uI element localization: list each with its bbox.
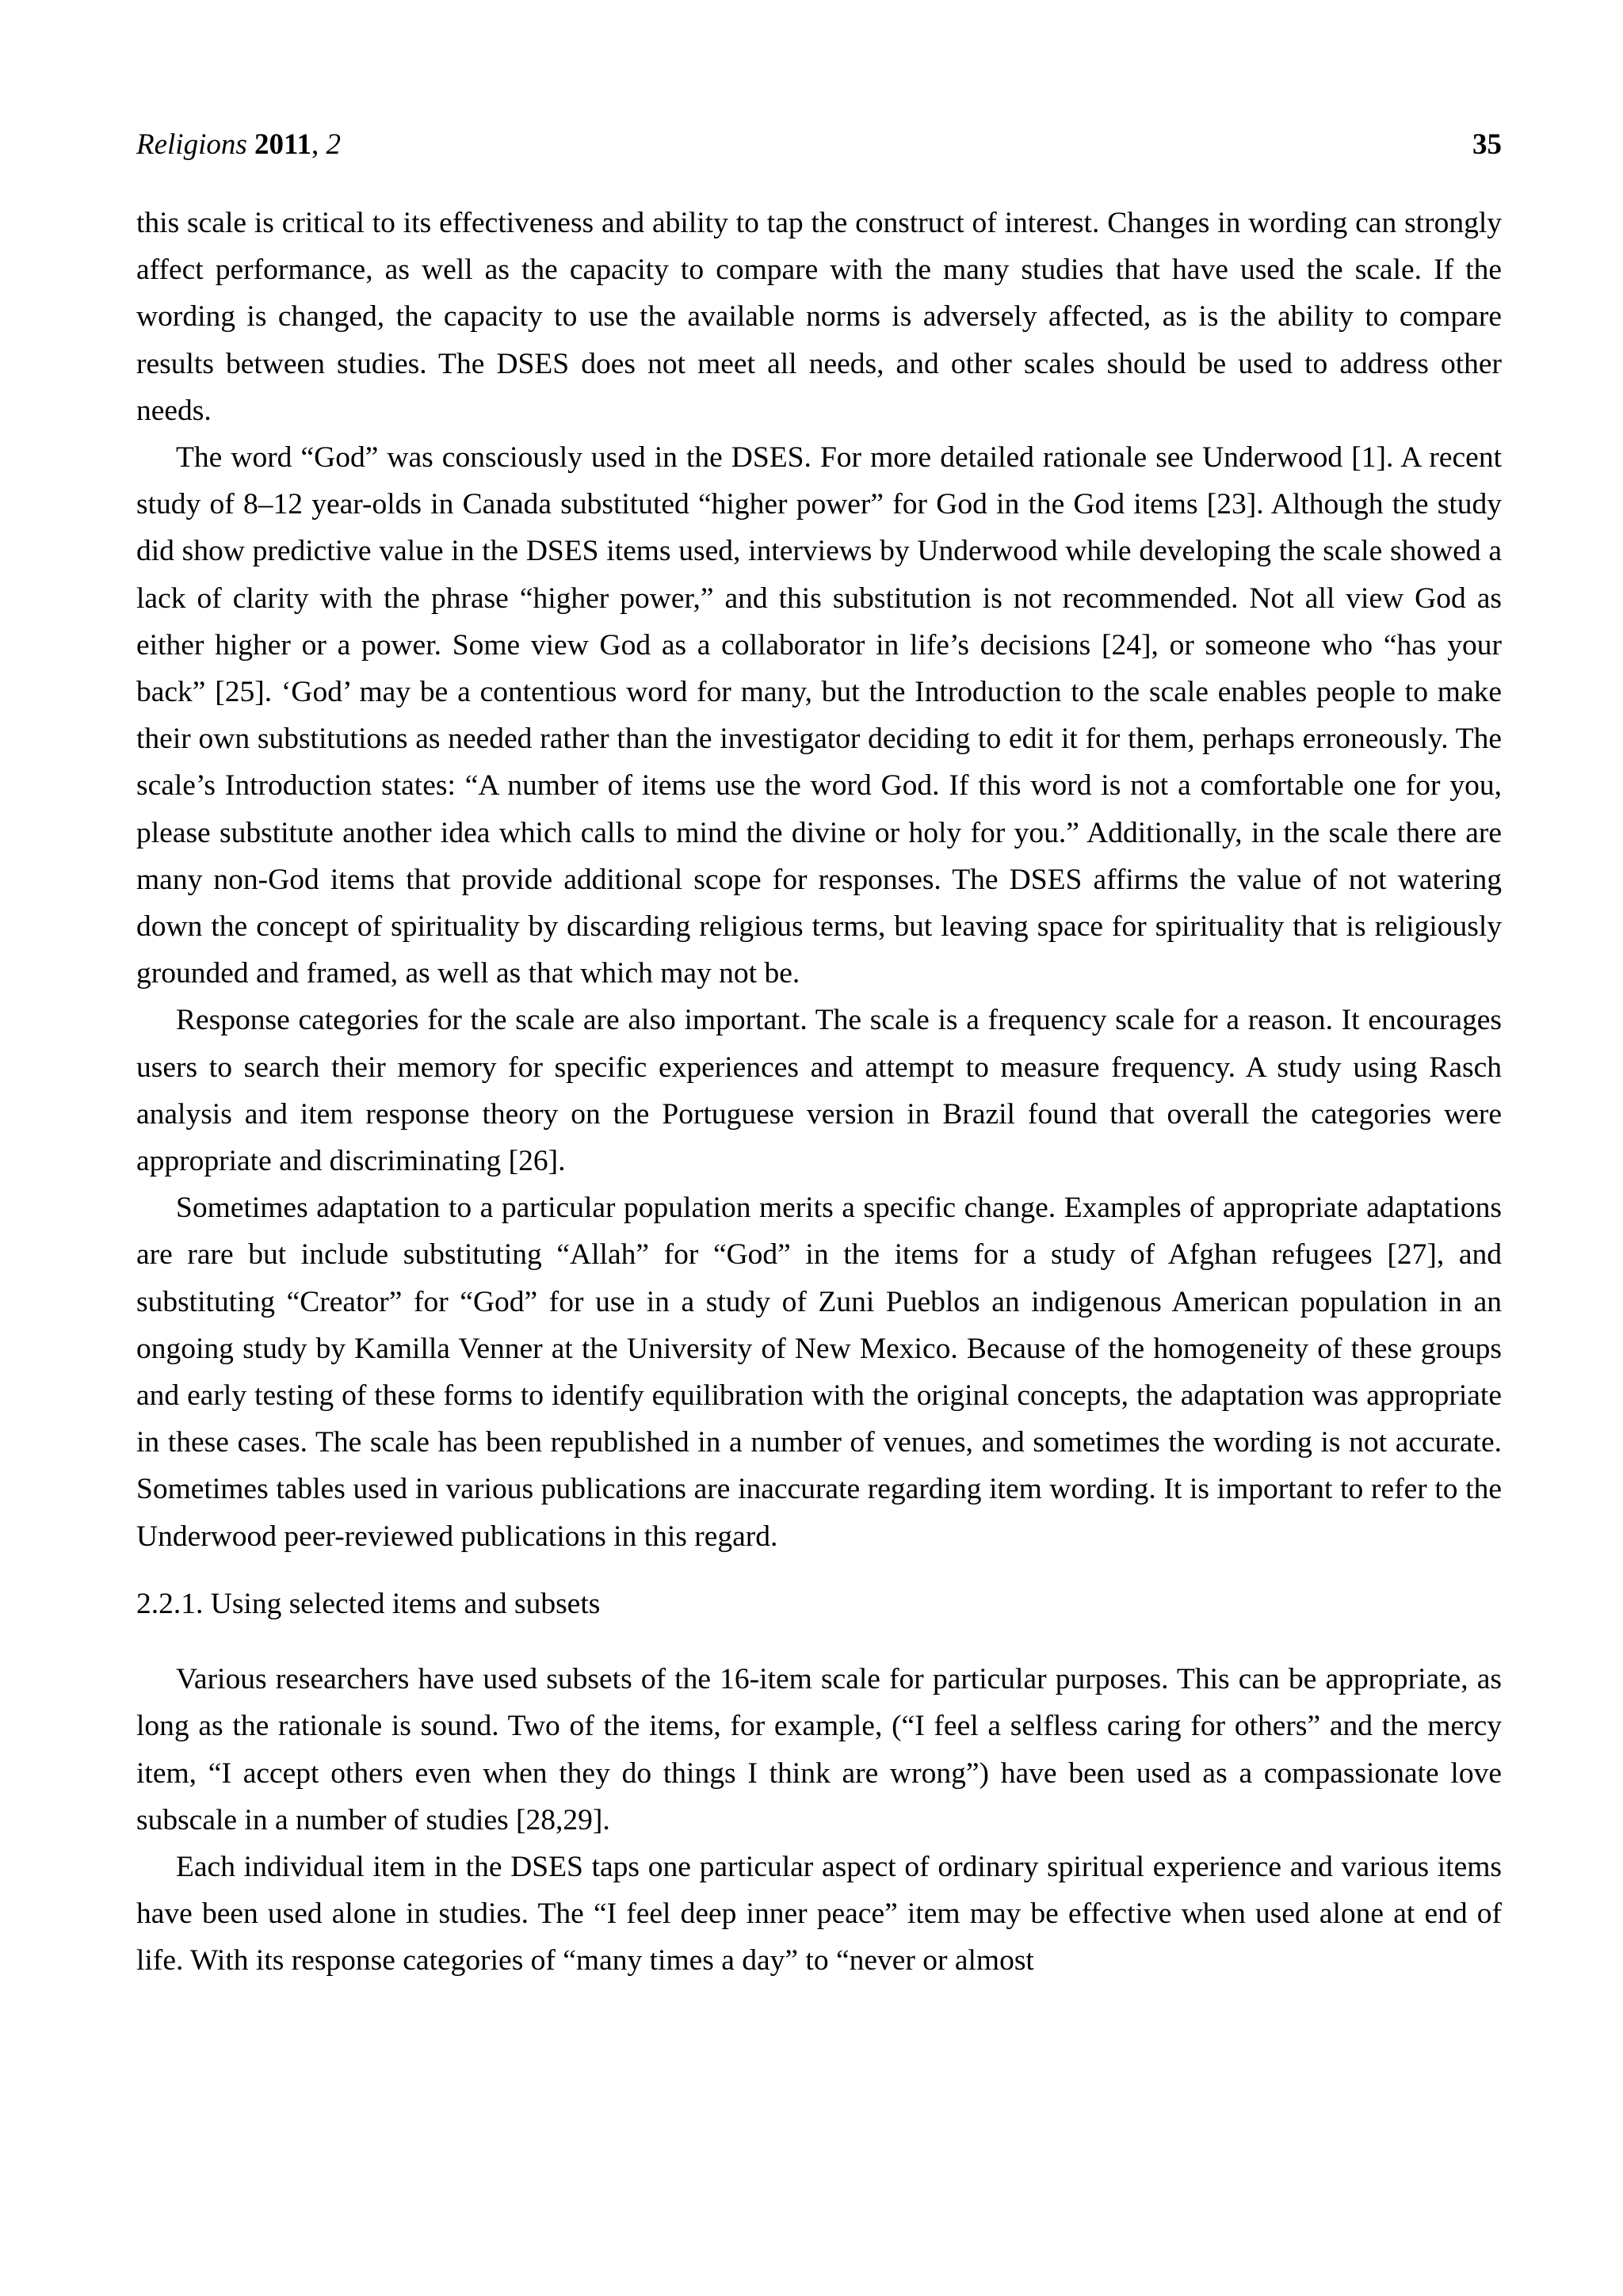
paragraph-adaptation: Sometimes adaptation to a particular population merits a specific change. Examples of appropriate adaptations are rare but include substituting “Allah” for “God” in the items for a study of Afghan refugees [27], and substituting “Creator” for “God” for use in a study of Zuni Pueblos an indigenous American population in an ongoing study by Kamilla Venner at the University of New Mexico. Because of the homogeneity of these groups and early testing of these forms to identify equilibration with the original concepts, the adaptation was appropriate in these cases. The scale has been republished in a number of venues, and sometimes the wording is not accurate. Sometimes tables used in various publications are inaccurate regarding item wording. It is important to refer to the Underwood peer-reviewed publications in this regard.	[136, 1192, 1502, 1553]
journal-year: 2011	[254, 128, 311, 161]
journal-name: Religions	[136, 128, 247, 161]
citation-separator: ,	[311, 128, 327, 161]
section-heading: 2.2.1. Using selected items and subsets	[136, 1587, 601, 1620]
running-head	[136, 127, 1502, 163]
page-number: 35	[1472, 128, 1502, 161]
paragraph-individual-items: Each individual item in the DSES taps one particular aspect of ordinary spiritual experience and various items have been used alone in studies. The “I feel deep inner peace” item may be effective when used alone at end of life. With its response categories of “many times a day” to “never or almost	[136, 1850, 1502, 1978]
running-head-citation	[136, 127, 341, 163]
journal-volume: 2	[326, 128, 341, 161]
body-text	[136, 200, 1502, 1560]
paragraph-subsets: Various researchers have used subsets of the 16-item scale for particular purposes. This can be appropriate, as long as the rationale is sound. Two of the items, for example, (“I feel a selfless caring for others” and the mercy item, “I accept others even when they do things I think are wrong”) have been used as a compassionate love subscale in a number of studies [28,29].	[136, 1663, 1502, 1836]
body-text-section	[136, 1656, 1502, 1984]
paragraph-continued: this scale is critical to its effectiveness and ability to tap the construct of interest. Changes in wording can strongly affect performance, as well as the capacity to compare with the many studies that have used the scale. If the wording is changed, the capacity to use the available norms is adversely affected, as is the ability to compare results between studies. The DSES does not meet all needs, and other scales should be used to address other needs.	[136, 207, 1502, 427]
paragraph-word-god: The word “God” was consciously used in the DSES. For more detailed rationale see Underwood [1]. A recent study of 8–12 year-olds in Canada substituted “higher power” for God in the God items [23]. Although the study did show predictive value in the DSES items used, interviews by Underwood while developing the scale showed a lack of clarity with the phrase “higher power,” and this substitution is not recommended. Not all view God as either higher or a power. Some view God as a collaborator in life’s decisions [24], or someone who “has your back” [25]. ‘God’ may be a contentious word for many, but the Introduction to the scale enables people to make their own substitutions as needed rather than the investigator deciding to edit it for them, perhaps erroneously. The scale’s Introduction states: “A number of items use the word God. If this word is not a comfortable one for you, please substitute another idea which calls to mind the divine or holy for you.” Additionally, in the scale there are many non-God items that provide additional scope for responses. The DSES affirms the value of not watering down the concept of spirituality by discarding religious terms, but leaving space for spirituality that is religiously grounded and framed, as well as that which may not be.	[136, 441, 1502, 990]
paper-page	[136, 127, 1502, 1985]
paragraph-response-categories: Response categories for the scale are also important. The scale is a frequency scale for a reason. It encourages users to search their memory for specific experiences and attempt to measure frequency. A study using Rasch analysis and item response theory on the Portuguese version in Brazil found that overall the categories were appropriate and discriminating [26].	[136, 1004, 1502, 1178]
